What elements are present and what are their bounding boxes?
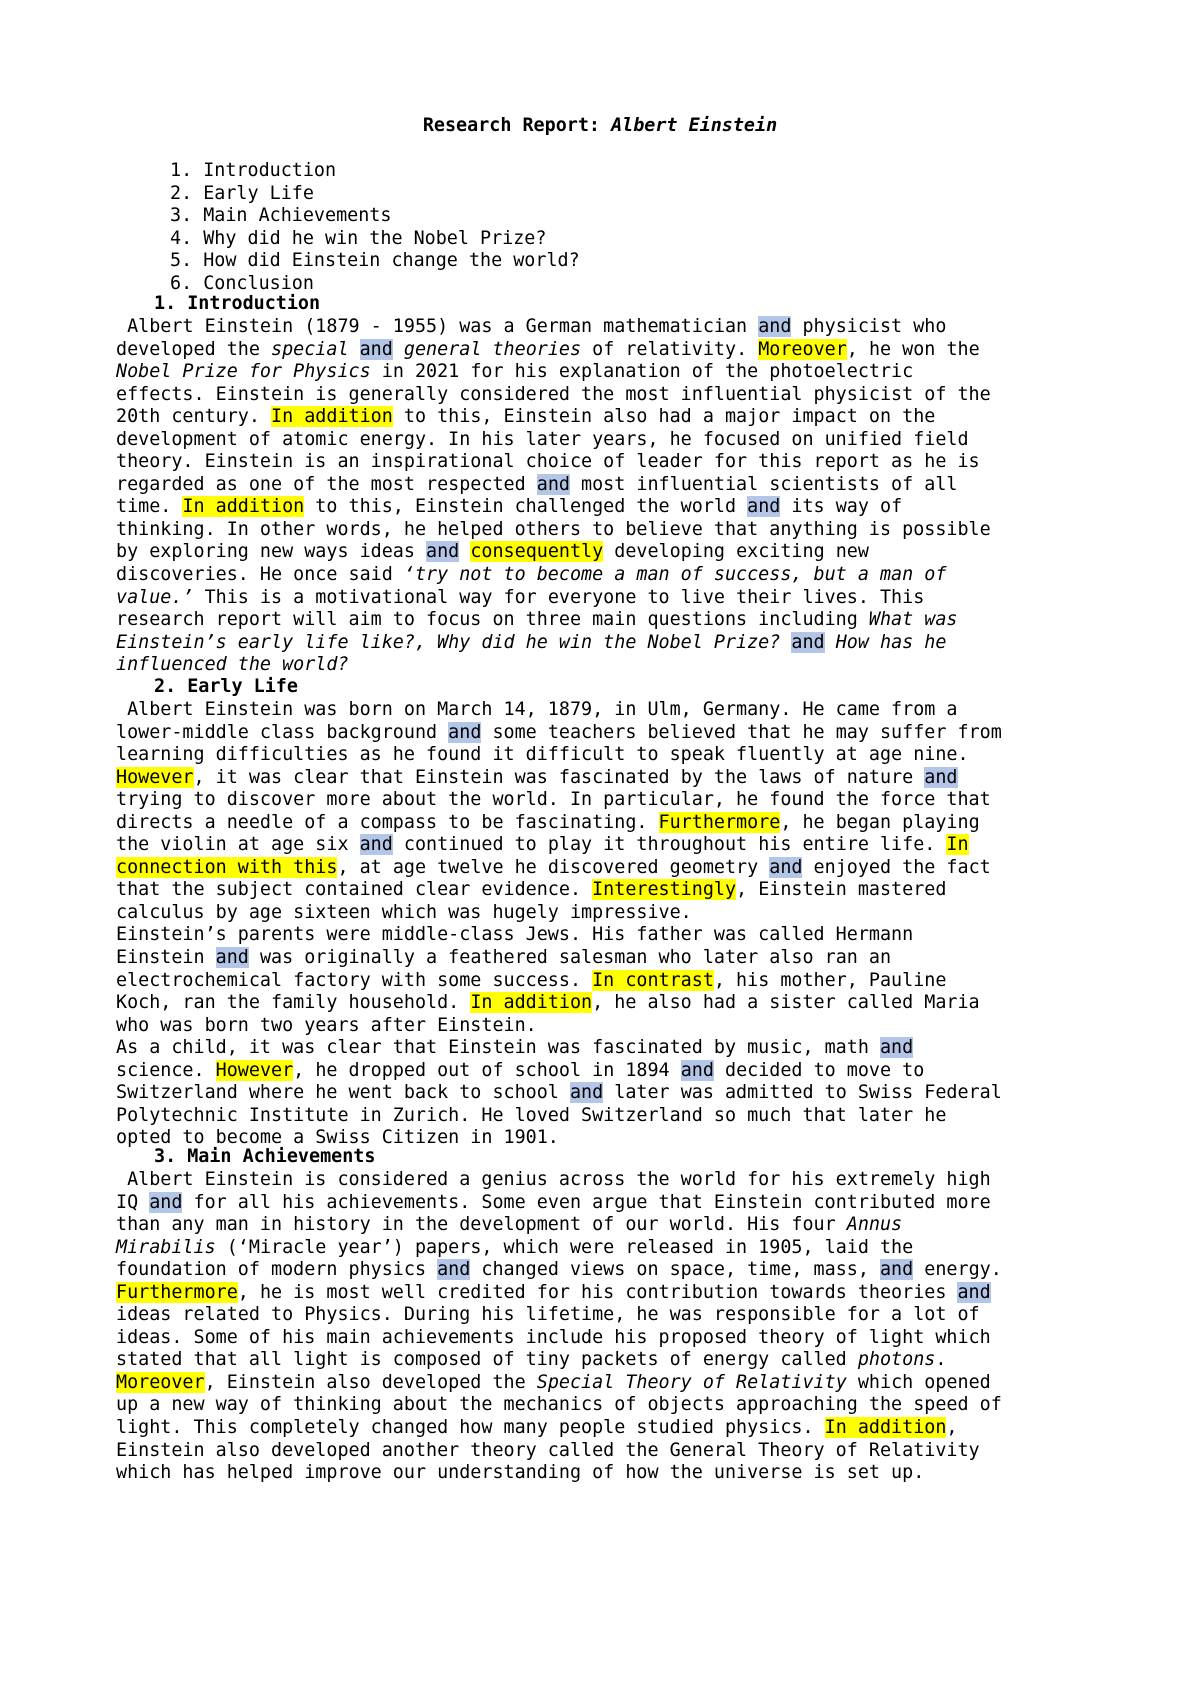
text-line: [116, 316, 1196, 339]
text-run: discoveries. He once said: [116, 564, 404, 586]
text-run: Albert Einstein was born on March 14, 1879, in Ulm, Germany. He came from a: [116, 699, 958, 720]
text-line: [116, 1192, 1196, 1215]
text-run: Albert Einstein (1879 - 1955) was a German mathematician: [116, 316, 759, 337]
text-line: [116, 722, 1196, 745]
text-run: by exploring new ways ideas: [116, 541, 427, 563]
text-line: [116, 1327, 1196, 1350]
highlight-blue: and: [957, 1281, 991, 1303]
text-line: [116, 451, 1196, 474]
text-run: , Einstein also developed the: [204, 1371, 537, 1393]
text-line: [116, 587, 1196, 610]
section-body-early-life: [116, 699, 1196, 1150]
text-line: [116, 992, 1196, 1015]
highlight-blue: and: [879, 1259, 914, 1281]
text-run: later was admitted to Swiss Federal: [603, 1082, 1002, 1104]
text-run: in 2021 for his explanation of the photoelectric: [370, 361, 914, 383]
highlight-blue: and: [747, 496, 781, 518]
italic-text: photons: [857, 1349, 936, 1371]
text-run: regarded as one of the most respected: [116, 473, 537, 495]
text-line: [116, 1282, 1196, 1305]
text-run: who was born two years after Einstein.: [116, 1014, 537, 1036]
text-line: [116, 429, 1196, 452]
text-run: Koch, ran the family household.: [116, 992, 471, 1014]
text-run: [349, 339, 360, 360]
text-run: than any man in history in the development of our world. His four: [116, 1214, 847, 1236]
text-run: the violin at age six: [116, 834, 360, 856]
text-line: [116, 1060, 1196, 1083]
text-run: Switzerland where he went back to school: [116, 1082, 570, 1104]
text-line: [116, 1462, 1196, 1485]
text-line: [116, 834, 1196, 857]
text-run: Einstein also developed another theory called the General Theory of Relativity: [116, 1439, 980, 1461]
text-run: , he began playing: [780, 811, 980, 833]
italic-text: Einstein’s early life like?, Why did he win the Nobel Prize?: [116, 631, 781, 653]
italic-text: Nobel Prize for Physics: [116, 361, 371, 383]
text-run: , he is most well credited for his contribution towards theories: [237, 1281, 958, 1303]
text-line: [116, 519, 1196, 542]
text-line: [116, 1082, 1196, 1105]
table-of-contents: [170, 160, 580, 296]
text-line: [116, 406, 1196, 429]
text-line: [116, 744, 1196, 767]
italic-text: Special Theory of Relativity: [536, 1371, 847, 1393]
text-line: [116, 1349, 1196, 1372]
text-line: [116, 1440, 1196, 1463]
highlight-yellow: However: [116, 766, 194, 788]
text-run: development of atomic energy. In his later years, he focused on unified field: [116, 428, 969, 450]
text-run: of relativity.: [581, 338, 759, 360]
text-line: [116, 1237, 1196, 1260]
toc-item: 1. Introduction: [170, 160, 337, 181]
italic-text: Annus: [846, 1214, 903, 1236]
text-run: Einstein: [116, 947, 216, 969]
text-run: calculus by age sixteen which was hugely impressive.: [116, 901, 692, 923]
text-line: [116, 1259, 1196, 1282]
text-run: to this, Einstein also had a major impact on the: [392, 406, 936, 428]
text-run: its way of: [780, 496, 903, 518]
highlight-yellow: However: [215, 1059, 294, 1081]
italic-text: value.’: [116, 586, 194, 608]
highlight-blue: and: [359, 338, 393, 360]
text-line: [116, 654, 1196, 677]
text-run: This is a motivational way for everyone to live their lives. This: [193, 586, 925, 608]
section-heading-main-achievements: 3. Main Achievements: [154, 1146, 376, 1167]
title-prefix: Research Report:: [422, 115, 612, 136]
text-run: trying to discover more about the world. In particular, he found the force that: [116, 789, 991, 811]
italic-text: influenced the world?: [116, 654, 349, 676]
text-run: that the subject contained clear evidence.: [116, 879, 593, 901]
text-run: stated that all light is composed of tiny packets of energy called: [116, 1349, 858, 1371]
text-run: which has helped improve our understanding of how the universe is set up.: [116, 1462, 925, 1484]
text-run: Albert Einstein is considered a genius across the world for his extremely high: [116, 1169, 991, 1190]
text-line: [116, 564, 1196, 587]
text-line: [116, 924, 1196, 947]
text-run: learning difficulties as he found it difficult to speak fluently at age nine.: [116, 744, 969, 766]
text-run: time.: [116, 496, 183, 518]
text-line: [116, 789, 1196, 812]
text-run: light. This completely changed how many people studied physics.: [116, 1417, 825, 1439]
text-run: , his mother, Pauline: [713, 969, 947, 991]
text-run: Einstein’s parents were middle-class Jews. His father was called Hermann: [116, 924, 914, 946]
text-line: [116, 632, 1196, 655]
text-run: .: [935, 1349, 947, 1371]
italic-text: ‘try not to become a man of success, but a man of: [403, 564, 947, 586]
section-body-main-achievements: [116, 1169, 1196, 1485]
section-heading-introduction: 1. Introduction: [154, 293, 321, 314]
title-subject: Albert Einstein: [611, 115, 778, 136]
text-line: [116, 1105, 1196, 1128]
highlight-yellow: In: [946, 834, 969, 856]
text-run: developing exciting new: [603, 541, 869, 563]
text-run: directs a needle of a compass to be fascinating.: [116, 811, 659, 833]
text-run: developed the: [116, 338, 272, 360]
text-line: [116, 1417, 1196, 1440]
highlight-blue: and: [791, 631, 825, 653]
text-run: , at age twelve he discovered geometry: [337, 856, 770, 878]
text-run: which opened: [846, 1371, 991, 1393]
text-run: ideas. Some of his main achievements include his proposed theory of light which: [116, 1326, 991, 1348]
highlight-blue: and: [426, 541, 460, 563]
text-run: for all his achievements. Some even argue that Einstein contributed more: [182, 1191, 991, 1213]
text-run: energy.: [913, 1259, 1002, 1281]
text-run: ideas related to Physics. During his lifetime, he was responsible for a lot of: [116, 1304, 980, 1326]
highlight-blue: and: [680, 1059, 714, 1081]
text-run: was originally a feathered salesman who later also ran an: [248, 947, 892, 969]
text-run: research report will aim to focus on three main questions including: [116, 609, 869, 631]
toc-item: 4. Why did he win the Nobel Prize?: [170, 227, 547, 249]
highlight-yellow: Moreover: [116, 1371, 205, 1393]
text-run: As a child, it was clear that Einstein was fascinated by music, math: [116, 1037, 880, 1059]
text-run: up a new way of thinking about the mechanics of objects approaching the speed of: [116, 1394, 1002, 1416]
text-line: [116, 812, 1196, 835]
text-run: changed views on space, time, mass,: [470, 1259, 880, 1281]
toc-item: 3. Main Achievements: [170, 205, 392, 227]
highlight-blue: and: [879, 1037, 914, 1059]
text-line: [116, 1214, 1196, 1237]
text-run: electrochemical factory with some success.: [116, 969, 593, 991]
text-line: [116, 1037, 1196, 1060]
text-line: [116, 1169, 1196, 1192]
text-run: [780, 632, 791, 653]
text-run: physicist who: [791, 316, 947, 337]
text-run: Polytechnic Institute in Zurich. He loved Switzerland so much that later he: [116, 1104, 947, 1126]
text-line: [116, 1394, 1196, 1417]
highlight-yellow: In addition: [470, 992, 593, 1014]
highlight-yellow: In addition: [271, 406, 393, 428]
highlight-yellow: Furthermore: [116, 1281, 238, 1303]
toc-item: 5. How did Einstein change the world?: [170, 250, 580, 272]
text-run: (‘Miracle year’) papers, which were released in 1905, laid the: [215, 1236, 914, 1258]
highlight-yellow: connection with this: [116, 856, 338, 878]
text-run: , he dropped out of school in 1894: [293, 1059, 681, 1081]
text-line: [116, 879, 1196, 902]
text-line: [116, 339, 1196, 362]
text-line: [116, 1304, 1196, 1327]
italic-text: special: [271, 338, 349, 360]
text-run: ,: [946, 1417, 958, 1439]
text-line: [116, 361, 1196, 384]
highlight-blue: and: [448, 721, 482, 743]
section-body-introduction: [116, 316, 1196, 677]
text-line: [116, 1372, 1196, 1395]
highlight-yellow: Interestingly: [592, 879, 737, 901]
text-run: effects. Einstein is generally considered the most influential physicist of the: [116, 383, 991, 405]
highlight-blue: and: [149, 1191, 183, 1213]
text-run: foundation of modern physics: [116, 1259, 438, 1281]
text-run: lower-middle class background: [116, 721, 449, 743]
text-run: thinking. In other words, he helped others to believe that anything is possible: [116, 518, 991, 540]
text-line: [116, 767, 1196, 790]
text-line: [116, 947, 1196, 970]
section-heading-early-life: 2. Early Life: [154, 676, 298, 697]
highlight-yellow: In contrast: [592, 969, 714, 991]
text-line: [116, 857, 1196, 880]
highlight-yellow: In addition: [824, 1417, 947, 1439]
text-line: [116, 541, 1196, 564]
italic-text: general theories: [403, 338, 582, 360]
highlight-blue: and: [359, 834, 393, 856]
text-line: [116, 384, 1196, 407]
text-run: most influential scientists of all: [569, 473, 958, 495]
text-run: [393, 339, 404, 360]
text-run: [459, 541, 470, 562]
highlight-blue: and: [758, 316, 792, 337]
text-run: [825, 632, 836, 653]
text-run: IQ: [116, 1191, 150, 1213]
highlight-yellow: Moreover: [758, 338, 847, 360]
text-run: science.: [116, 1059, 216, 1081]
toc-item: 6. Conclusion: [170, 272, 314, 294]
highlight-yellow: In addition: [182, 496, 305, 518]
text-line: [116, 474, 1196, 497]
italic-text: What was: [868, 609, 958, 631]
text-run: some teachers believed that he may suffer from: [481, 721, 1002, 743]
report-title: [0, 115, 1200, 137]
text-line: [116, 609, 1196, 632]
text-run: decided to move to: [713, 1059, 925, 1081]
text-run: , he won the: [846, 338, 980, 360]
highlight-yellow: Furthermore: [658, 811, 781, 833]
italic-text: Mirabilis: [116, 1236, 216, 1258]
highlight-blue: and: [215, 947, 249, 969]
text-run: enjoyed the fact: [802, 856, 991, 878]
text-line: [116, 496, 1196, 519]
highlight-blue: and: [536, 473, 570, 495]
text-line: [116, 1015, 1196, 1038]
text-run: theory. Einstein is an inspirational choice of leader for this report as he is: [116, 451, 980, 473]
toc-item: 2. Early Life: [170, 182, 314, 204]
text-run: , Einstein mastered: [736, 879, 947, 901]
text-line: [116, 970, 1196, 993]
highlight-blue: and: [437, 1259, 471, 1281]
highlight-blue: and: [569, 1082, 604, 1104]
text-run: opted to become a Swiss Citizen in 1901.: [116, 1127, 559, 1149]
text-run: 20th century.: [116, 406, 272, 428]
highlight-yellow: consequently: [470, 541, 604, 563]
text-line: [116, 902, 1196, 925]
text-run: , he also had a sister called Maria: [592, 992, 980, 1014]
text-line: [116, 699, 1196, 722]
text-run: to this, Einstein challenged the world: [304, 496, 748, 518]
text-run: , it was clear that Einstein was fascinated by the laws of nature: [193, 766, 925, 788]
highlight-blue: and: [769, 856, 803, 878]
italic-text: How has he: [835, 631, 947, 653]
highlight-blue: and: [924, 766, 958, 788]
text-run: continued to play it throughout his entire life.: [392, 834, 947, 856]
